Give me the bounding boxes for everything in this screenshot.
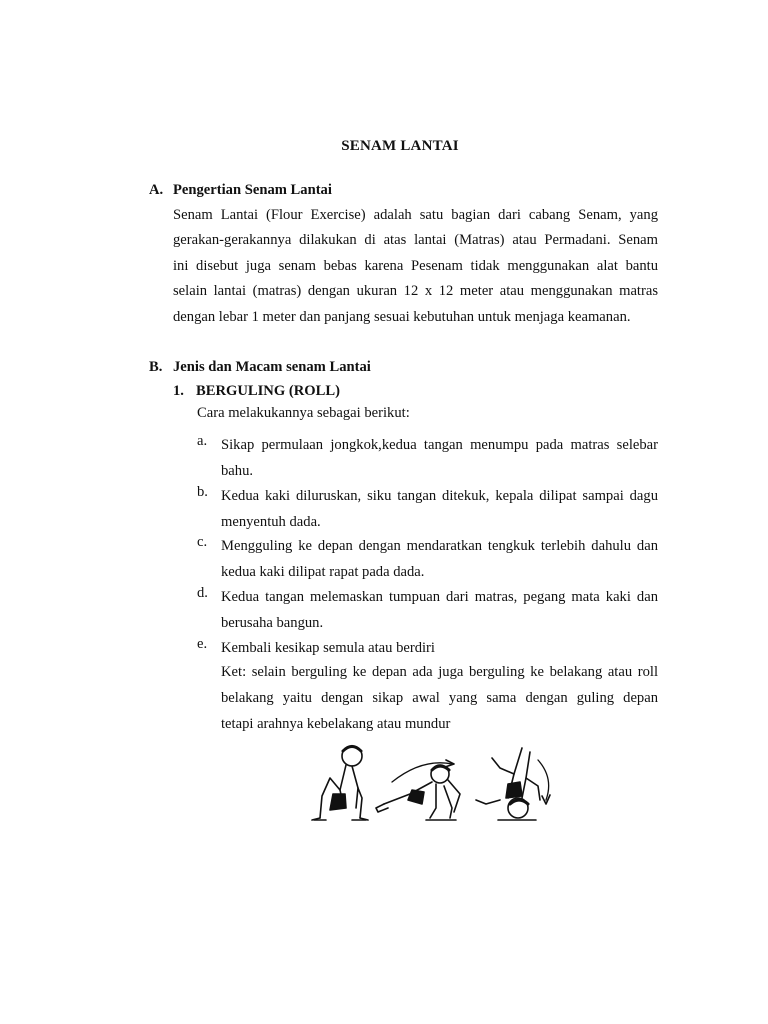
list-item-line: Kedua tangan melemaskan tumpuan dari matras, pegang mata kaki dan [221, 589, 658, 605]
list-item-line: bahu. [221, 462, 254, 479]
paragraph-line: gerakan-gerakannya dilakukan di atas lantai (Matras) atau Permadani. Senam [173, 232, 658, 249]
list-item-line: Sikap permulaan jongkok,kedua tangan menumpu pada matras selebar [221, 437, 658, 453]
list-item-text [221, 484, 658, 535]
list-item-line: Kembali kesikap semula atau berdiri [221, 640, 435, 656]
list-item-text [221, 433, 658, 484]
document-title: SENAM LANTAI [341, 138, 459, 154]
note-line: Ket: selain berguling ke depan ada juga berguling ke belakang atau roll [221, 664, 658, 680]
list-item-letter: d. [197, 585, 208, 601]
forward-roll-illustration [300, 738, 580, 834]
note-paragraph [221, 659, 658, 738]
list-item-letter: a. [197, 433, 208, 449]
section-a-title: Pengertian Senam Lantai [173, 182, 332, 198]
tucking-figure [376, 760, 460, 820]
list-item-letter: e. [197, 636, 208, 652]
paragraph-line: selain lantai (matras) dengan ukuran 12 x 12 meter atau menggunakan matras [173, 283, 658, 300]
section-a-paragraph [173, 203, 658, 330]
section-b-marker: B. [149, 359, 163, 375]
list-item-text [221, 534, 658, 585]
list-item-line: Kedua kaki diluruskan, siku tangan ditekuk, kepala dilipat sampai dagu [221, 488, 658, 504]
note-line: belakang yaitu dengan sikap awal yang sama dengan guling depan [221, 690, 658, 707]
rolling-figure [476, 748, 550, 820]
subsection-1-title: BERGULING (ROLL) [196, 383, 340, 399]
section-a-marker: A. [149, 182, 164, 198]
squatting-figure [312, 746, 368, 820]
list-item-line: berusaha bangun. [221, 614, 324, 631]
list-item-line: menyentuh dada. [221, 513, 321, 530]
section-b-title: Jenis dan Macam senam Lantai [173, 359, 371, 375]
list-item-letter: c. [197, 534, 208, 550]
list-item-text [221, 585, 658, 636]
list-item-line: Mengguling ke depan dengan mendaratkan tengkuk terlebih dahulu dan [221, 538, 658, 554]
note-line: tetapi arahnya kebelakang atau mundur [221, 716, 451, 733]
subsection-1-number: 1. [173, 383, 184, 399]
list-item-letter: b. [197, 484, 208, 500]
paragraph-line: ini disebut juga senam bebas karena Pesenam tidak menggunakan alat bantu [173, 257, 658, 274]
steps-intro: Cara melakukannya sebagai berikut: [197, 405, 410, 421]
paragraph-line: Senam Lantai (Flour Exercise) adalah satu bagian dari cabang Senam, yang [173, 207, 658, 223]
paragraph-line: dengan lebar 1 meter dan panjang sesuai kebutuhan untuk menjaga keamanan. [173, 308, 631, 325]
list-item-line: kedua kaki dilipat rapat pada dada. [221, 563, 425, 580]
list-item-text [221, 636, 658, 662]
